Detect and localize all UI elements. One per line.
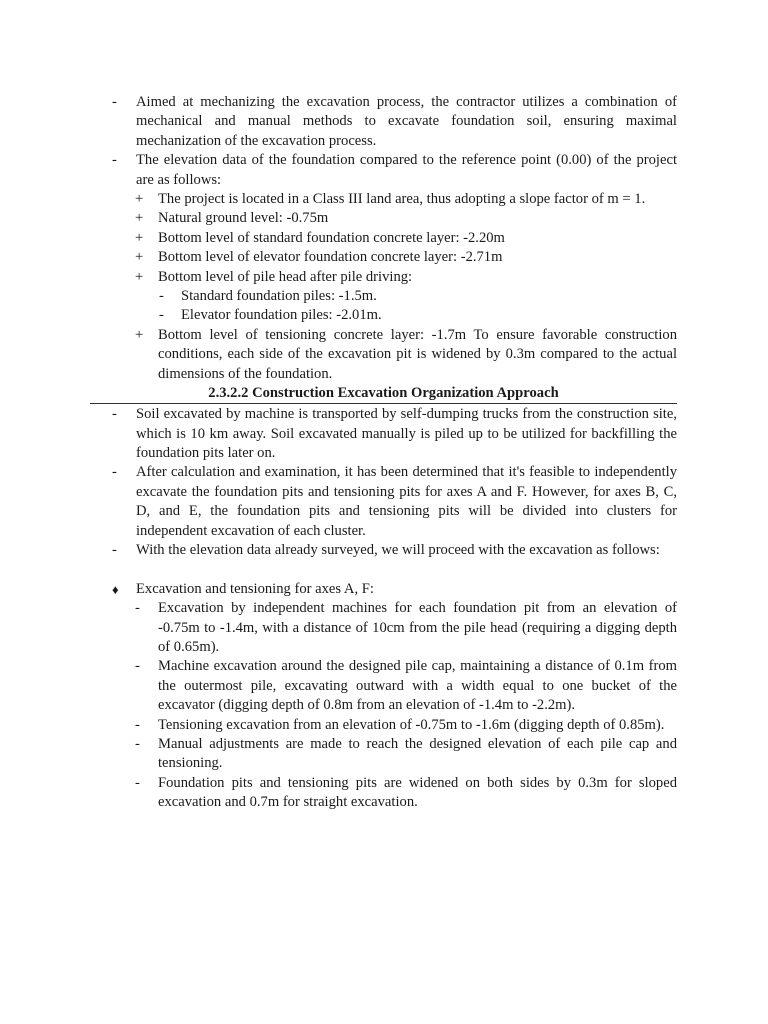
dash-bullet: -: [135, 600, 140, 617]
section-heading: [90, 384, 677, 404]
paragraph-text: Tensioning excavation from an elevation of -0.75m to -1.6m (digging depth of 0.85m).: [158, 716, 665, 733]
plus-bullet: +: [135, 210, 144, 227]
axes-af-title: [112, 580, 677, 599]
dash-bullet: -: [159, 307, 164, 324]
dash-bullet: -: [159, 288, 164, 305]
elevation-item-standard-concrete: [135, 229, 677, 248]
plus-bullet: +: [135, 229, 144, 246]
dash-bullet: -: [112, 152, 117, 169]
paragraph-text: Elevator foundation piles: -2.01m.: [181, 307, 382, 324]
paragraph-text: Bottom level of tensioning concrete layer: -1.7m To ensure favorable construction conditions, each side of the excavation pit is widened by 0.3m compared to the actual dimensions of the foundation.: [158, 326, 677, 382]
paragraph-text: Bottom level of elevator foundation concrete layer: -2.71m: [158, 249, 503, 266]
elevation-subitem-standard-piles: [159, 287, 677, 306]
paragraph-text: Excavation and tensioning for axes A, F:: [136, 580, 374, 597]
plus-bullet: +: [135, 268, 144, 285]
paragraph-text: After calculation and examination, it has been determined that it's feasible to independently excavate the foundation pits and tensioning pits for axes A and F. However, for axes B, C, D, and E, the foundation pits and tensioning pits will be divided into clusters for independent excavation of each cluster.: [136, 464, 677, 539]
paragraph-text: The project is located in a Class III land area, thus adopting a slope factor of m = 1.: [158, 191, 646, 208]
document-page: [0, 93, 768, 813]
dash-bullet: -: [112, 406, 117, 423]
elevation-item-natural-ground: [135, 209, 677, 228]
paragraph-text: Foundation pits and tensioning pits are widened on both sides by 0.3m for sloped excavation and 0.7m for straight excavation.: [158, 774, 677, 811]
dash-bullet: -: [112, 94, 117, 110]
paragraph-text: Excavation by independent machines for each foundation pit from an elevation of -0.75m to -1.4m, with a distance of 10cm from the pile head (requiring a digging depth of 0.65m).: [158, 600, 677, 655]
elevation-item-pile-head: [135, 268, 677, 287]
elevation-item-class-land: [135, 190, 677, 209]
dash-bullet: -: [112, 541, 117, 558]
elevation-subitem-elevator-piles: [159, 306, 677, 325]
axes-af-item-pile-cap: [135, 657, 677, 715]
dash-bullet: -: [112, 464, 117, 481]
paragraph-text: Bottom level of pile head after pile driving:: [158, 268, 413, 285]
intro-paragraph-elevation: [112, 151, 677, 190]
dash-bullet: -: [135, 658, 140, 675]
paragraph-text: The elevation data of the foundation compared to the reference point (0.00) of the project are as follows:: [136, 152, 677, 188]
paragraph-text: Standard foundation piles: -1.5m.: [181, 288, 377, 305]
approach-paragraph-proceed: [112, 541, 677, 560]
paragraph-text: Aimed at mechanizing the excavation process, the contractor utilizes a combination of mechanical and manual methods to excavate foundation soil, ensuring maximal mechanization of the excavation process.: [136, 94, 677, 149]
dash-bullet: -: [135, 735, 140, 752]
paragraph-text: Natural ground level: -0.75m: [158, 210, 329, 227]
paragraph-text: Bottom level of standard foundation concrete layer: -2.20m: [158, 229, 505, 246]
blank-line: [0, 560, 768, 579]
intro-paragraph-mechanization: [112, 93, 677, 151]
paragraph-text: With the elevation data already surveyed, we will proceed with the excavation as follows:: [136, 541, 660, 558]
elevation-item-tensioning: [135, 326, 677, 384]
approach-paragraph-transport: [112, 405, 677, 463]
plus-bullet: +: [135, 249, 144, 266]
axes-af-item-tensioning: [135, 716, 677, 735]
dash-bullet: -: [135, 716, 140, 733]
paragraph-text: Manual adjustments are made to reach the designed elevation of each pile cap and tensioning.: [158, 735, 677, 772]
plus-bullet: +: [135, 191, 144, 208]
section-heading-text: 2.3.2.2 Construction Excavation Organization Approach: [208, 385, 559, 402]
dash-bullet: -: [135, 774, 140, 791]
plus-bullet: +: [135, 326, 144, 343]
diamond-bullet-icon: ♦: [112, 581, 119, 597]
axes-af-item-manual-adjustments: [135, 735, 677, 774]
axes-af-item-widening: [135, 774, 677, 813]
axes-af-item-independent-machines: [135, 599, 677, 657]
paragraph-text: Machine excavation around the designed pile cap, maintaining a distance of 0.1m from the outermost pile, excavating outward with a width equal to one bucket of the excavator (digging depth of 0.8m from an elevation of -1.4m to -2.2m).: [158, 658, 677, 714]
paragraph-text: Soil excavated by machine is transported by self-dumping trucks from the construction site, which is 10 km away. Soil excavated manually is piled up to be utilized for backfilling the foundation pits later on.: [136, 406, 677, 461]
approach-paragraph-clusters: [112, 463, 677, 541]
elevation-item-elevator-concrete: [135, 248, 677, 267]
